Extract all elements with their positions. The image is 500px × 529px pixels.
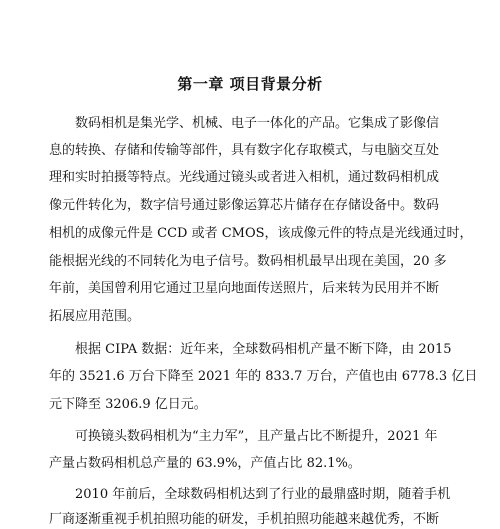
paragraph-2-line-3: 元下降至 3206.9 亿日元。 — [49, 397, 207, 412]
paragraph-4-line-2: 厂商逐渐重视手机拍照功能的研发，手机拍照功能越来越优秀，不断 — [49, 512, 440, 527]
paragraph-1-line-1: 数码相机是集光学、机械、电子一体化的产品。它集成了影像信 — [75, 116, 440, 131]
paragraph-1-line-8: 拓展应用范围。 — [49, 309, 141, 324]
paragraph-2-line-2: 年的 3521.6 万台下降至 2021 年的 833.7 万台，产值也由 6778.3 亿日 — [49, 369, 478, 384]
paragraph-3-line-2: 产量占数码相机总产量的 63.9%，产值占比 82.1%。 — [49, 456, 361, 471]
paragraph-1-line-7: 年前，美国曾利用它通过卫星向地面传送照片，后来转为民用并不断 — [49, 281, 440, 296]
paragraph-1-line-2: 息的转换、存储和传输等部件，具有数字化存取模式，与电脑交互处 — [49, 143, 440, 158]
paragraph-1-line-5: 相机的成像元件是 CCD 或者 CMOS，该成像元件的特点是光线通过时， — [49, 226, 473, 241]
paragraph-4-line-1: 2010 年前后，全球数码相机达到了行业的最鼎盛时期，随着手机 — [75, 487, 451, 502]
chapter-title: 第一章 项目背景分析 — [177, 75, 323, 93]
paragraph-1-line-4: 像元件转化为，数字信号通过影像运算芯片储存在存储设备中。数码 — [49, 198, 440, 213]
paragraph-1-line-6: 能根据光线的不同转化为电子信号。数码相机最早出现在美国，20 多 — [49, 254, 447, 269]
paragraph-2-line-1: 根据 CIPA 数据：近年来，全球数码相机产量不断下降，由 2015 — [75, 342, 452, 357]
paragraph-1-line-3: 理和实时拍摄等特点。光线通过镜头或者进入相机，通过数码相机成 — [49, 170, 440, 185]
paragraph-3-line-1: 可换镜头数码相机为“主力军”，且产量占比不断提升，2021 年 — [75, 429, 438, 444]
